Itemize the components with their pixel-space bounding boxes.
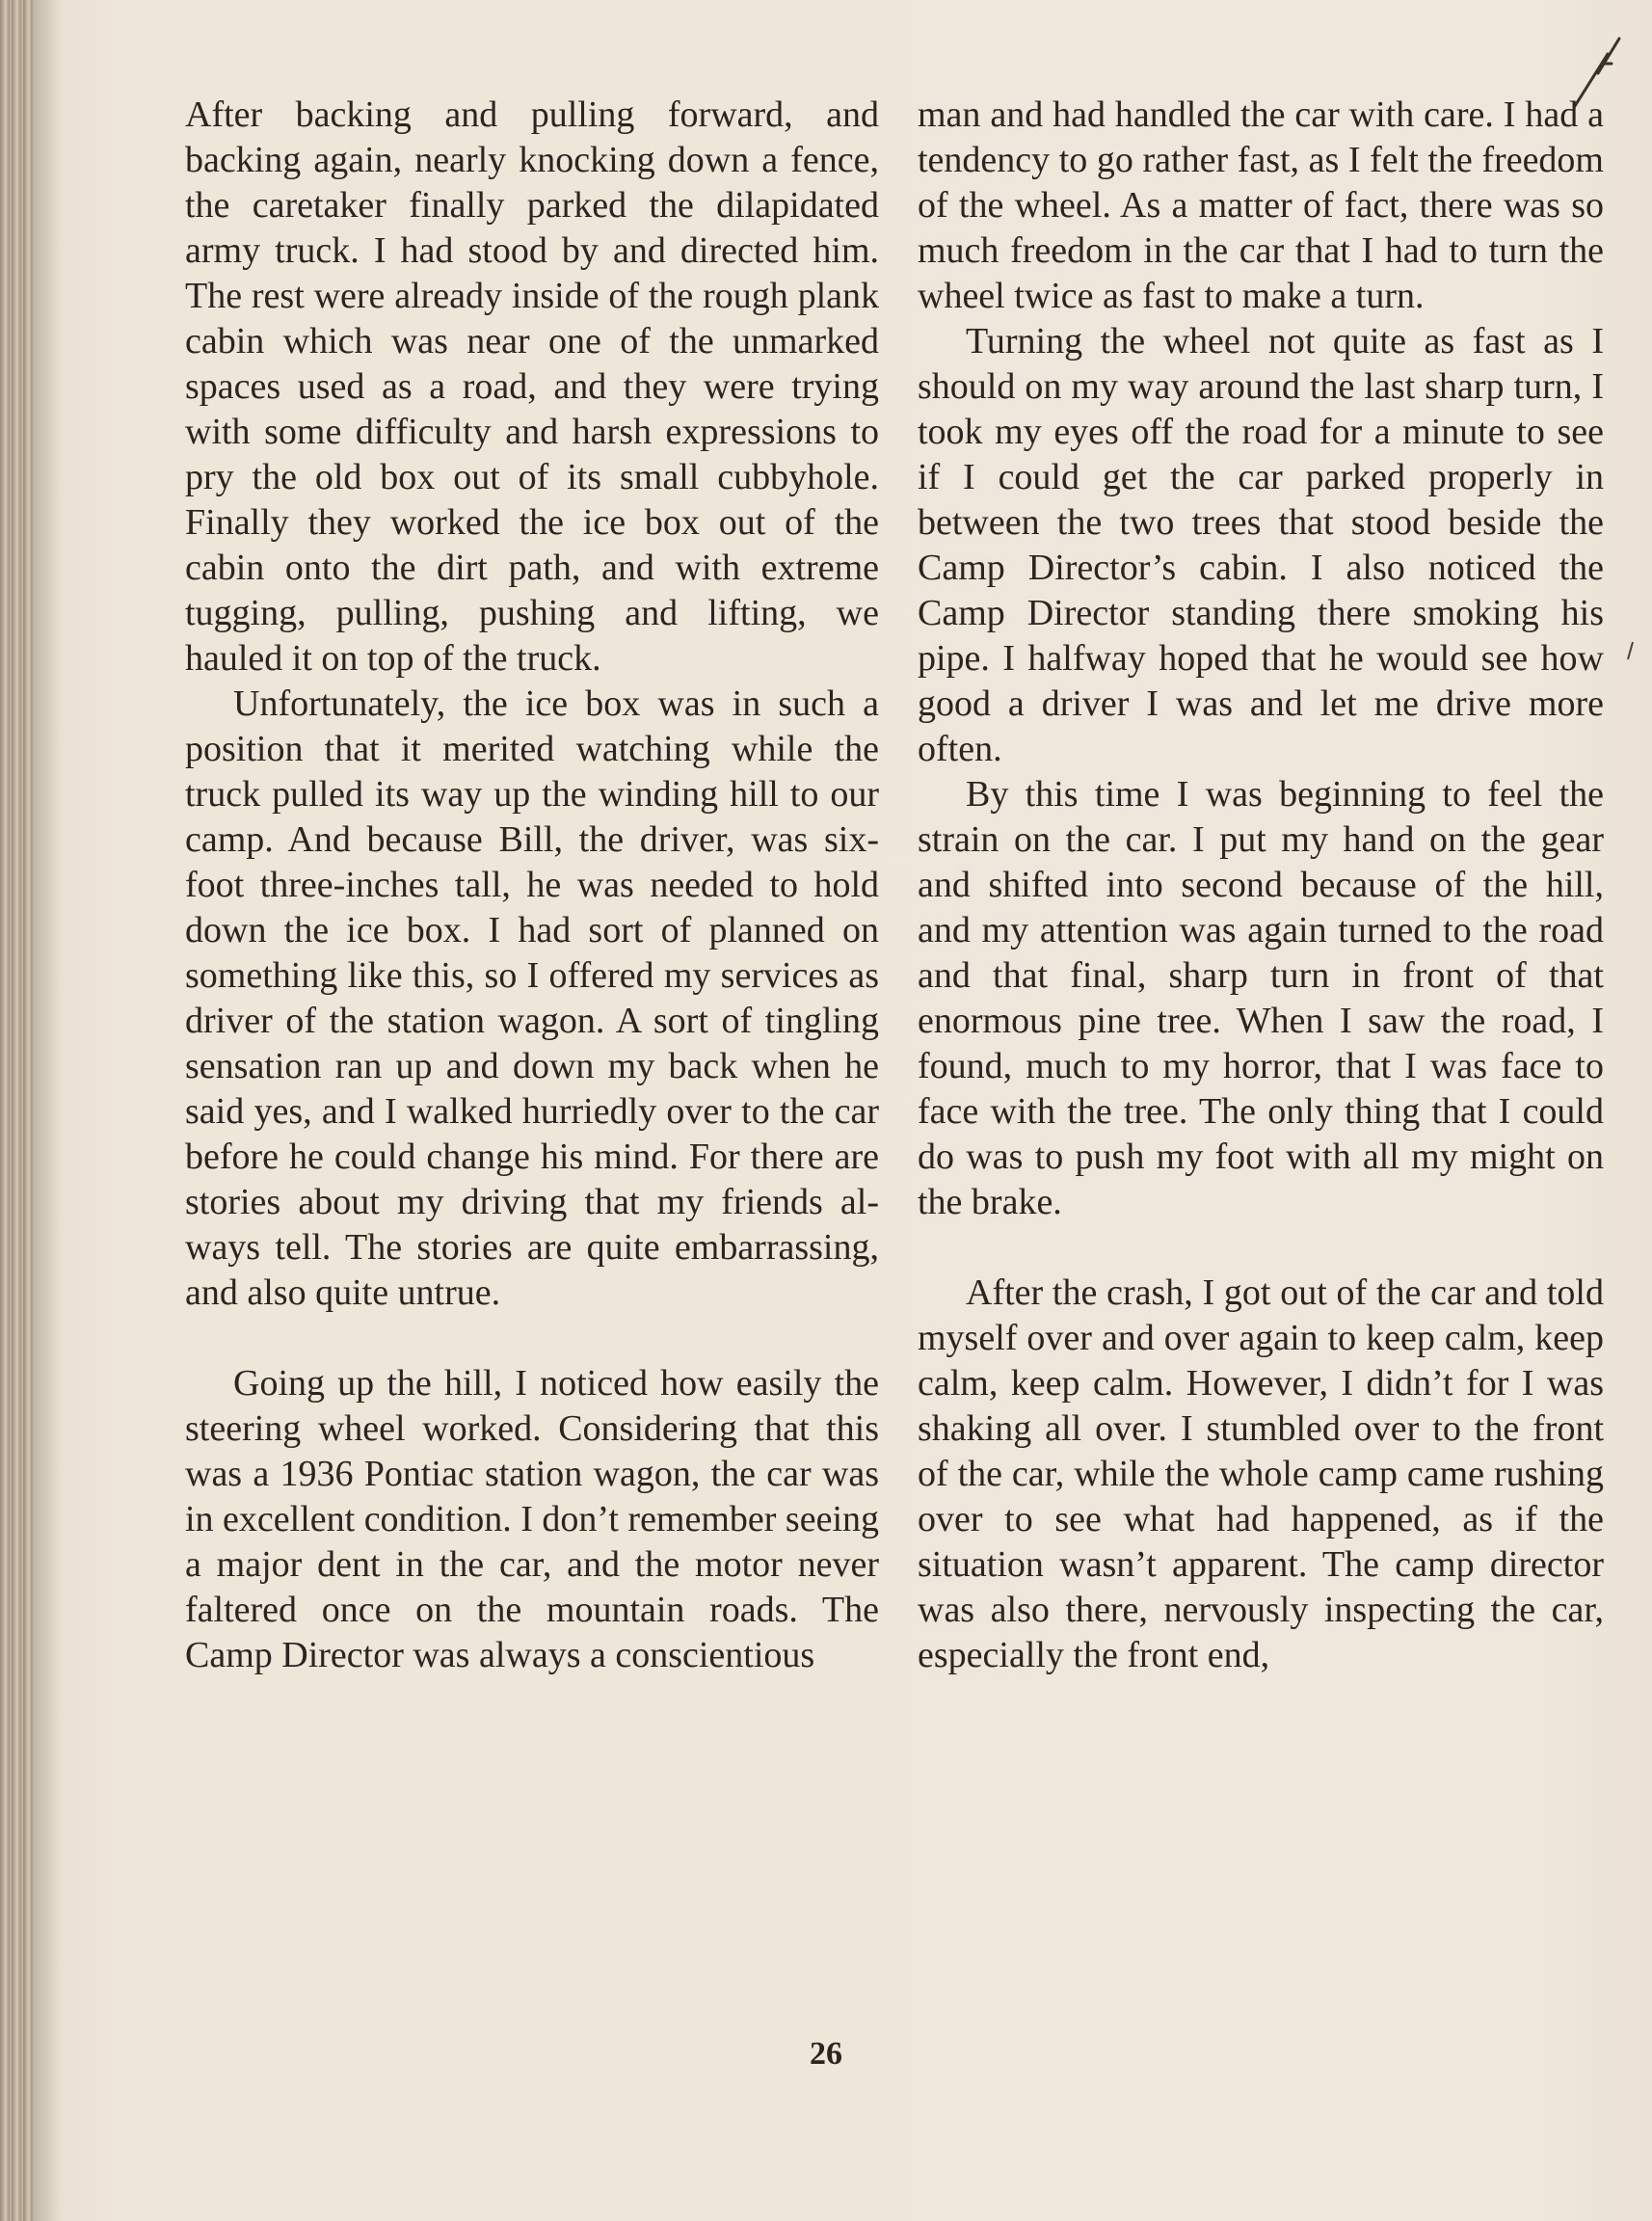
right-column xyxy=(918,93,1604,1678)
paragraph: Turning the wheel not quite as fast as I should on my way around the last sharp turn, I took my eyes off the road for a minute to see if I could get the car parked properly in between the two trees that stood beside the Camp Director’s cabin. I also noticed the Camp Director standing there smoking his pipe. I halfway hoped that he would see how good a driver I was and let me drive more often. xyxy=(918,321,1604,769)
binding-shadow xyxy=(33,0,62,2221)
book-binding xyxy=(0,0,33,2221)
left-column xyxy=(185,93,879,1678)
paragraph: Unfortunately, the ice box was in such a position that it merited watching while the truck pulled its way up the winding hill to our camp. And because Bill, the driver, was six-foot three-inches tall, he was needed to hold down the ice box. I had sort of planned on something like this, so I offered my services as driver of the station wagon. A sort of tingling sensation ran up and down my back when he said yes, and I walked hurriedly over to the car before he could change his mind. For there are stories about my driving that my friends always tell. The stories are quite embarrassing, and also quite untrue. xyxy=(185,683,879,1313)
paragraph: Going up the hill, I noticed how easily the steering wheel worked. Considering that this was a 1936 Pontiac station wagon, the car was in excellent condition. I don’t remember seeing a major dent in the car, and the motor never faltered once on the mountain roads. The Camp Director was always a conscientious xyxy=(185,1363,880,1675)
paragraph: After backing and pulling forward, and backing again, nearly knocking down a fence, the caretaker finally parked the dilapidated army truck. I had stood by and directed him. The rest were already inside of the rough plank cabin which was near one of the unmarked spaces used as a road, and they were trying with some difficulty and harsh expressions to pry the old box out of its small cubbyhole. Finally they worked the ice box out of the cabin onto the dirt path, and with extreme tugging, pulling, pushing and lifting, we hauled it on top of the truck. xyxy=(185,94,879,679)
paragraph: man and had handled the car with care. I had a tendency to go rather fast, as I felt the freedom of the wheel. As a matter of fact, there was so much freedom in the car that I had to turn the wheel twice as fast to make a turn. xyxy=(918,94,1604,316)
paragraph: By this time I was beginning to feel the strain on the car. I put my hand on the gear and shifted into second because of the hill, and my attention was again turned to the road and that final, sharp turn in front of that enormous pine tree. When I saw the road, I found, much to my horror, that I was face to face with the tree. The only thing that I could do was to push my foot with all my might on the brake. xyxy=(918,774,1604,1222)
page-number: 26 xyxy=(810,2036,842,2072)
paragraph: After the crash, I got out of the car and told myself over and over again to keep calm, keep calm, keep calm. However, I didn’t for I was shaking all over. I stumbled over to the front of the car, while the whole camp came rushing over to see what had happened, as if the situation wasn’t apparent. The camp director was also there, nervously inspecting the car, especially the front end, xyxy=(918,1272,1604,1675)
tick-mark-icon xyxy=(1625,640,1635,663)
